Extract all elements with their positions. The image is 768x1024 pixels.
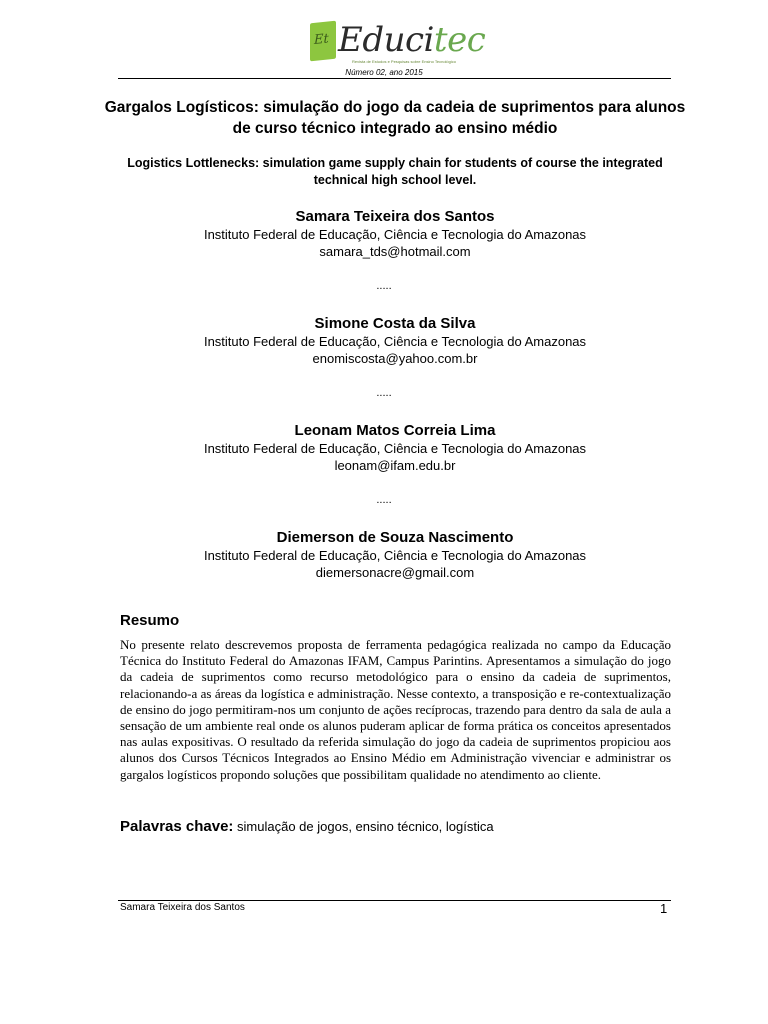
author-separator: ..... bbox=[376, 280, 392, 292]
author-name: Samara Teixeira dos Santos bbox=[295, 208, 495, 225]
author-block bbox=[100, 315, 690, 367]
issue-number: Número 02, ano 2015 bbox=[345, 68, 423, 77]
author-institution: Instituto Federal de Educação, Ciência e Tecnologia do Amazonas bbox=[203, 227, 587, 242]
author-institution: Instituto Federal de Educação, Ciência e Tecnologia do Amazonas bbox=[203, 334, 587, 349]
author-separator: ..... bbox=[376, 387, 392, 399]
author-name: Simone Costa da Silva bbox=[314, 315, 476, 332]
author-email: samara_tds@hotmail.com bbox=[319, 244, 471, 259]
logo-wordmark-part2: tec bbox=[433, 20, 486, 60]
logo-wordmark-part1: Educi bbox=[338, 20, 434, 60]
author-email: enomiscosta@yahoo.com.br bbox=[312, 351, 478, 366]
author-institution: Instituto Federal de Educação, Ciência e Tecnologia do Amazonas bbox=[203, 548, 587, 563]
author-name: Diemerson de Souza Nascimento bbox=[276, 529, 514, 546]
author-name: Leonam Matos Correia Lima bbox=[294, 422, 496, 439]
author-email: leonam@ifam.edu.br bbox=[334, 458, 456, 473]
abstract-heading: Resumo bbox=[120, 612, 180, 629]
author-block bbox=[100, 422, 690, 474]
keywords-label: Palavras chave: bbox=[120, 818, 234, 835]
abstract-text: No presente relato descrevemos proposta de ferramenta pedagógica realizada no campo da Educação Técnica do Instituto Federal do Amazonas IFAM, Campus Parintins. Apresentamos a simulação do jogo da cadeia de suprimentos como recurso metodológico para o ensino da cadeia de suprimentos, relacionando-a as áreas da logística e administração. Nesse contexto, a transposição e re-contextualização de ensino do jogo permitiram-nos um conjunto de ações recíprocas, trazendo para dentro da sala de aula a sensação de um ambiente real onde os alunos puderam aplicar de forma prática os conceitos apresentados nas aulas expositivas. O resultado da referida simulação do jogo da cadeia de suprimentos propiciou aos alunos dos Cursos Técnicos Integrados ao Ensino Médio em Administração vivenciar e administrar os gargalos logísticos propondo soluções que possibilitam qualidade no atendimento ao cliente. bbox=[120, 637, 671, 782]
paper-title: Gargalos Logísticos: simulação do jogo da cadeia de suprimentos para alunos de curso técnico integrado ao ensino médio bbox=[104, 99, 686, 137]
footer-author: Samara Teixeira dos Santos bbox=[120, 902, 245, 913]
book-icon bbox=[310, 21, 336, 62]
footer-divider bbox=[118, 900, 671, 901]
author-separator: ..... bbox=[376, 494, 392, 506]
header-divider bbox=[118, 78, 671, 79]
keywords bbox=[120, 818, 494, 835]
author-institution: Instituto Federal de Educação, Ciência e Tecnologia do Amazonas bbox=[203, 441, 587, 456]
logo-subtitle: Revista de Estudos e Pesquisas sobre Ensino Tecnológico bbox=[352, 59, 456, 64]
author-email: diemersonacre@gmail.com bbox=[315, 565, 475, 580]
page-number: 1 bbox=[660, 901, 668, 916]
author-block bbox=[100, 529, 690, 581]
keywords-list: simulação de jogos, ensino técnico, logística bbox=[237, 819, 494, 834]
logo-wordmark bbox=[338, 18, 485, 62]
journal-logo bbox=[310, 18, 486, 66]
logo-book-mark: Et bbox=[314, 31, 329, 48]
paper-title-english: Logistics Lottlenecks: simulation game supply chain for students of course the integrated technical high school level. bbox=[127, 156, 663, 187]
author-block bbox=[100, 208, 690, 260]
